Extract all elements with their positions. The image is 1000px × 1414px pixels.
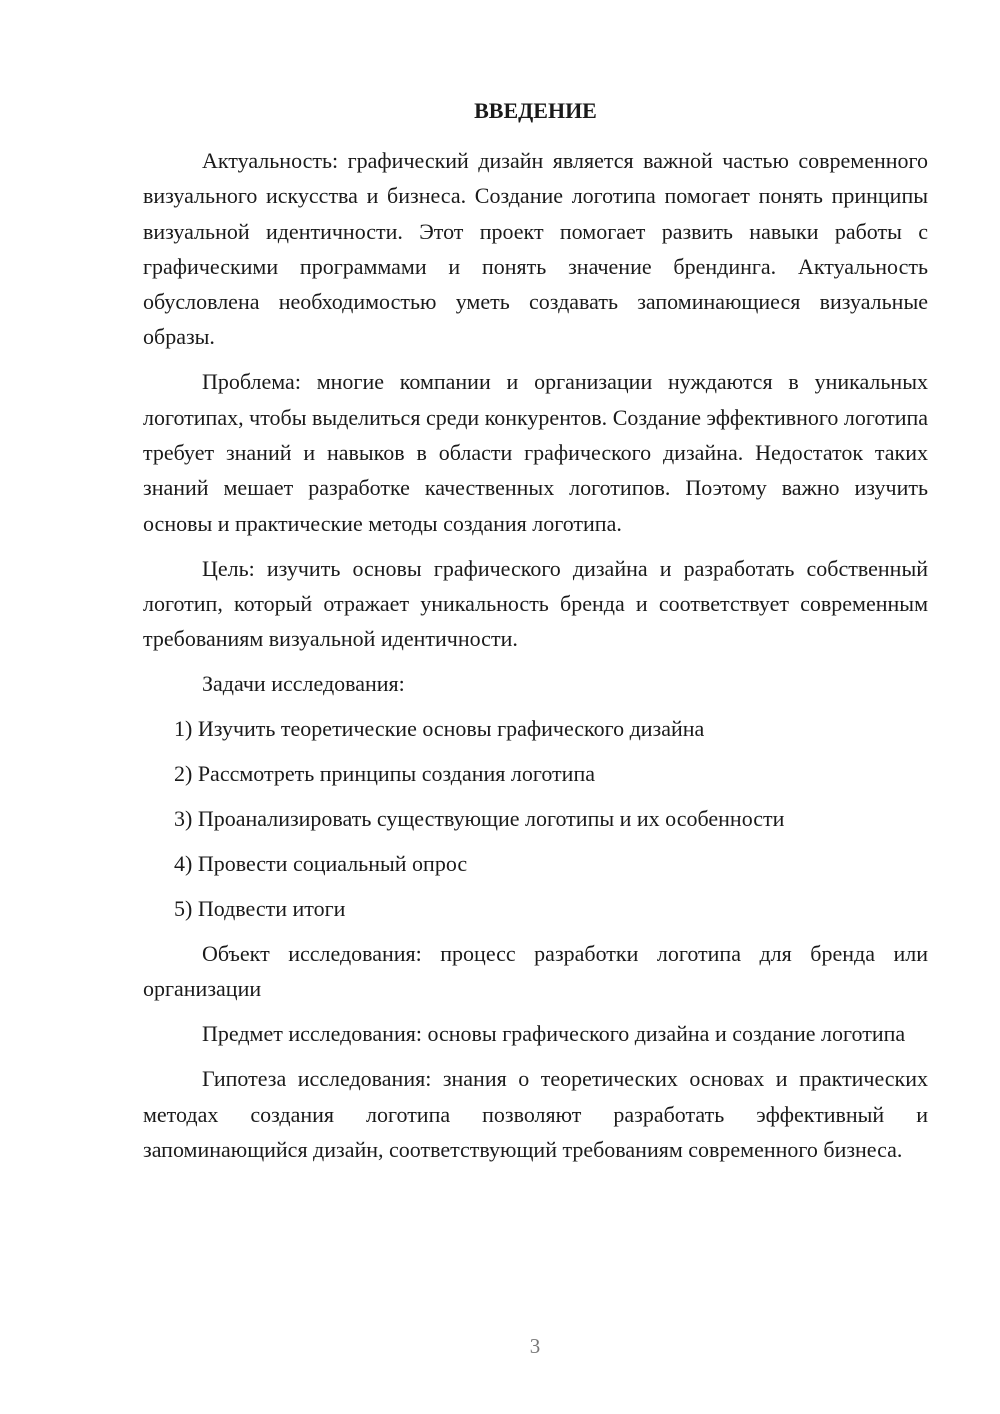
page-number: 3 — [529, 1334, 541, 1358]
document-body — [143, 143, 928, 1177]
tasks-heading: Задачи исследования: — [202, 671, 405, 697]
list-item: 1) Изучить теоретические основы графического дизайна — [174, 716, 705, 742]
tasks-list — [143, 711, 928, 926]
paragraph-problem: Проблема: многие компании и организации нуждаются в уникальных логотипах, чтобы выделиться среди конкурентов. Создание эффективного логотипа требует знаний и навыков в области графического дизайна. Недостаток таких знаний мешает разработке качественных логотипов. Поэтому важно изучить основы и практические методы создания логотипа. — [143, 369, 928, 536]
paragraph-goal: Цель: изучить основы графического дизайна и разработать собственный логотип, который отражает уникальность бренда и соответствует современным требованиям визуальной идентичности. — [143, 555, 928, 652]
page-title: ВВЕДЕНИЕ — [474, 98, 597, 123]
paragraph-hypothesis: Гипотеза исследования: знания о теоретических основах и практических методах создания логотипа позволяют разработать эффективный и запоминающийся дизайн, соответствующий требованиям современного бизнеса. — [143, 1066, 928, 1162]
list-item: 4) Провести социальный опрос — [174, 851, 468, 877]
list-item: 5) Подвести итоги — [174, 896, 346, 922]
paragraph-subject: Предмет исследования: основы графического дизайна и создание логотипа — [202, 1021, 906, 1047]
paragraph-relevance: Актуальность: графический дизайн является важной частью современного визуального искусства и бизнеса. Создание логотипа помогает понять принципы визуальной идентичности. Этот проект помогает развить навыки работы с графическими программами и понять значение брендинга. Актуальность обусловлена необходимостью уметь создавать запоминающиеся визуальные образы. — [143, 148, 928, 350]
list-item: 3) Проанализировать существующие логотипы и их особенности — [174, 806, 785, 832]
list-item: 2) Рассмотреть принципы создания логотипа — [174, 761, 595, 787]
paragraph-object: Объект исследования: процесс разработки логотипа для бренда или организации — [143, 941, 928, 1002]
